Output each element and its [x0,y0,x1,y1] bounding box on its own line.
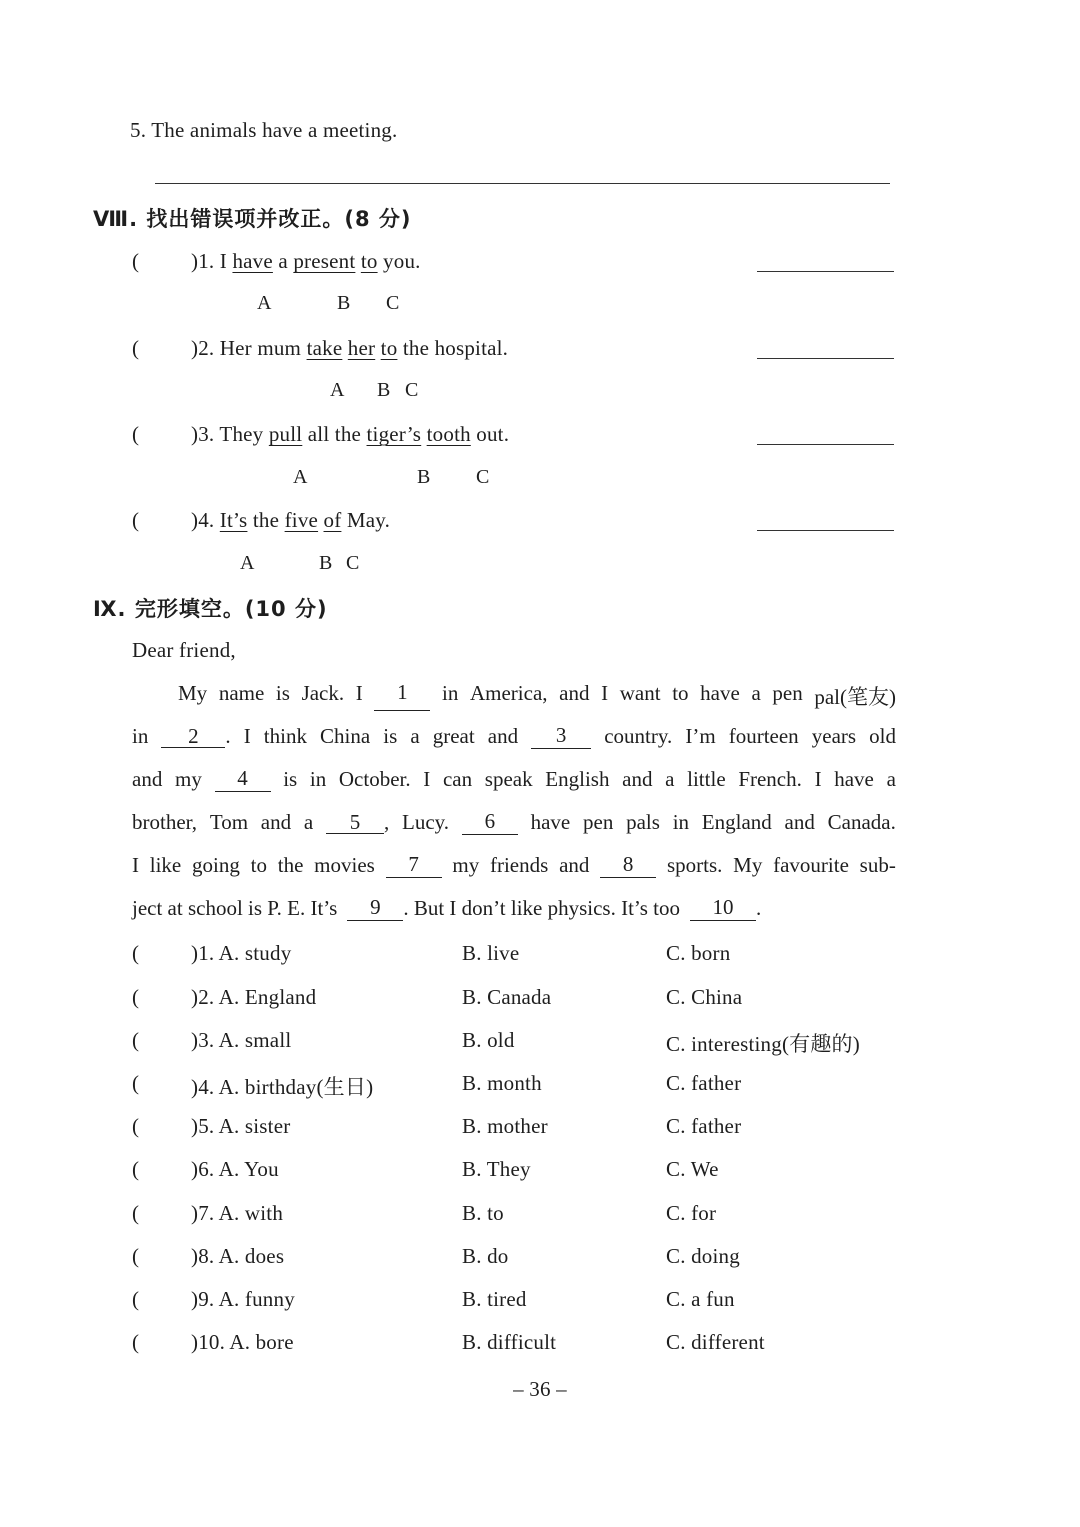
label-a: A [257,292,272,314]
word: I [423,767,431,791]
word: years [811,724,857,748]
word: sub- [859,853,896,877]
word: and [559,681,590,705]
word: friends [489,853,549,877]
word: pen [772,681,803,705]
option-row-8-a: )8. A. does [191,1244,285,1268]
option-row-4-c: C. father [666,1071,742,1095]
blank-1[interactable]: 1 [374,681,430,711]
blank-5[interactable]: 5 [326,811,384,834]
passage-line-1 [178,681,896,711]
word: Tom [209,810,249,834]
word: in [309,767,327,791]
passage-text: . But I don’t like physics. It’s too [403,896,681,920]
word: I [243,724,251,748]
word: sports. [666,853,723,877]
blank-8[interactable]: 8 [600,853,656,878]
word: going [192,853,240,877]
label-b: B [319,552,333,574]
option-a-word: take [306,336,343,360]
item-number: )3. [191,422,215,446]
option-row-2-c: C. China [666,985,743,1009]
option-row-4-b: B. month [462,1071,542,1095]
option-c-word: to [360,249,378,273]
blank-10[interactable]: 10 [690,896,756,921]
answer-paren[interactable]: ( [132,1028,140,1052]
item-number: )2. [191,336,215,360]
option-row-5-a: )5. A. sister [191,1114,291,1138]
section-ix-title: Ⅸ. 完形填空。(10 分) [93,597,328,621]
word: I [601,681,609,705]
label-c: C [386,292,400,314]
option-row-1-c: C. born [666,941,731,965]
option-row-6-a: )6. A. You [191,1157,279,1181]
correction-line[interactable] [757,358,894,359]
option-b-word: her [347,336,376,360]
label-c: C [405,379,419,401]
answer-paren[interactable]: ( [132,249,140,273]
option-row-7-a: )7. A. with [191,1201,284,1225]
option-row-5-c: C. father [666,1114,742,1138]
option-row-9-b: B. tired [462,1287,527,1311]
option-b-word: tiger’s [366,422,422,446]
punctuation: . [225,724,231,748]
answer-paren[interactable]: ( [132,1201,140,1225]
letter-greeting: Dear friend, [132,638,236,662]
option-row-3-a: )3. A. small [191,1028,292,1052]
punctuation: . [756,896,762,920]
word: I [355,681,363,705]
punctuation: , [383,810,390,834]
answer-paren[interactable]: ( [132,941,140,965]
answer-paren[interactable]: ( [132,1114,140,1138]
word: China [320,724,371,748]
option-c-word: of [323,508,342,532]
blank-4[interactable]: 4 [215,767,271,792]
option-b-word: five [284,508,319,532]
word: in [132,724,149,748]
word: a [278,249,288,273]
option-a-word: It’s [219,508,248,532]
option-row-9-a: )9. A. funny [191,1287,295,1311]
word: the [252,508,280,532]
page-number: – 36 – [513,1377,567,1401]
word: I’m [685,724,716,748]
passage-text: ject at school is P. E. It’s [132,896,338,920]
word: the hospital. [402,336,509,360]
option-row-5-b: B. mother [462,1114,548,1138]
option-row-3-b: B. old [462,1028,515,1052]
answer-paren[interactable]: ( [132,1287,140,1311]
word: a [886,767,896,791]
answer-paren[interactable]: ( [132,336,140,360]
option-b-word: present [293,249,356,273]
word: and [260,810,292,834]
label-a: A [293,466,308,488]
option-row-10-c: C. different [666,1330,765,1354]
word: old [869,724,896,748]
option-row-1-b: B. live [462,941,520,965]
word: all the [307,422,362,446]
word: May. [346,508,391,532]
answer-paren[interactable]: ( [132,1244,140,1268]
word: French. [738,767,802,791]
word: you. [383,249,421,273]
word: want [619,681,661,705]
word: like [149,853,182,877]
word: They [219,422,264,446]
word: pal(笔友) [814,685,896,709]
label-c: C [476,466,490,488]
answer-paren[interactable]: ( [132,508,140,532]
error-item-2 [191,336,508,361]
answer-paren[interactable]: ( [132,422,140,446]
option-c-word: tooth [426,422,471,446]
word: Lucy. [402,810,450,834]
word: is [275,681,290,705]
word: little [687,767,726,791]
word: brother, [132,810,198,834]
word: is [283,767,298,791]
label-b: B [377,379,391,401]
word: speak [484,767,533,791]
option-row-7-c: C. for [666,1201,717,1225]
word: movies [314,853,375,877]
word: in [442,681,459,705]
answer-paren[interactable]: ( [132,1157,140,1181]
option-row-1-a: )1. A. study [191,941,292,965]
word: Jack. [301,681,345,705]
word: and [784,810,815,834]
blank-9[interactable]: 9 [347,896,403,921]
label-b: B [417,466,431,488]
word: have [530,810,571,834]
answer-paren[interactable]: ( [132,1330,140,1354]
word: My [178,681,208,705]
word: have [700,681,740,705]
sentence-item-5: 5. The animals have a meeting. [130,118,398,142]
word: pals [626,810,660,834]
word: a [751,681,761,705]
answer-paren[interactable]: ( [132,985,140,1009]
correction-line[interactable] [757,444,894,445]
word: and [132,767,163,791]
label-c: C [346,552,360,574]
blank-2[interactable]: 2 [161,725,225,748]
section-viii-title: Ⅷ. 找出错误项并改正。(8 分) [93,207,412,231]
word: think [263,724,307,748]
option-row-10-b: B. difficult [462,1330,557,1354]
option-c-word: to [380,336,398,360]
option-row-8-c: C. doing [666,1244,740,1268]
option-row-4-a: )4. A. birthday(生日) [191,1075,374,1099]
word: can [442,767,473,791]
word: my [452,853,480,877]
error-item-1 [191,249,421,274]
word: out. [476,422,510,446]
option-a-word: pull [268,422,303,446]
word: name [218,681,265,705]
word: fourteen [728,724,799,748]
label-b: B [337,292,351,314]
correction-line[interactable] [757,530,894,531]
word: is [383,724,398,748]
word: I [814,767,822,791]
label-a: A [240,552,255,574]
option-row-9-c: C. a fun [666,1287,735,1311]
blank-3[interactable]: 3 [531,724,591,749]
passage-line-5 [132,853,896,878]
blank-7[interactable]: 7 [386,853,442,878]
word: and [622,767,653,791]
word: pen [583,810,614,834]
blank-6[interactable]: 6 [462,810,518,835]
answer-paren[interactable]: ( [132,1071,140,1095]
item-number: )1. [191,249,215,273]
word: My [733,853,763,877]
word: the [277,853,304,877]
option-row-10-a: )10. A. bore [191,1330,294,1354]
option-row-6-b: B. They [462,1157,531,1181]
error-item-3 [191,422,509,447]
word: I [132,853,139,877]
answer-line[interactable] [155,183,890,184]
word: English [545,767,610,791]
passage-line-3 [132,767,896,792]
word: favourite [773,853,849,877]
word: to [672,681,689,705]
passage-line-4 [132,810,896,835]
word: to [250,853,267,877]
word: Her mum [219,336,302,360]
option-row-7-b: B. to [462,1201,504,1225]
option-row-6-c: C. We [666,1157,719,1181]
option-row-2-b: B. Canada [462,985,552,1009]
word: I [219,249,227,273]
word: a [410,724,420,748]
word: and [559,853,590,877]
word: have [834,767,874,791]
word: great [432,724,475,748]
passage-line-2 [132,724,896,749]
error-item-4 [191,508,390,533]
label-a: A [330,379,345,401]
word: my [175,767,202,791]
word: October. [338,767,411,791]
option-row-2-a: )2. A. England [191,985,317,1009]
item-number: )4. [191,508,215,532]
option-row-8-b: B. do [462,1244,509,1268]
word: a [303,810,314,834]
word: America, [469,681,548,705]
word: in [672,810,690,834]
word: country. [604,724,673,748]
option-row-3-c: C. interesting(有趣的) [666,1032,860,1056]
passage-line-6 [132,896,896,921]
word: and [487,724,519,748]
word: a [665,767,675,791]
word: Canada. [827,810,896,834]
option-a-word: have [232,249,273,273]
word: England [701,810,772,834]
correction-line[interactable] [757,271,894,272]
